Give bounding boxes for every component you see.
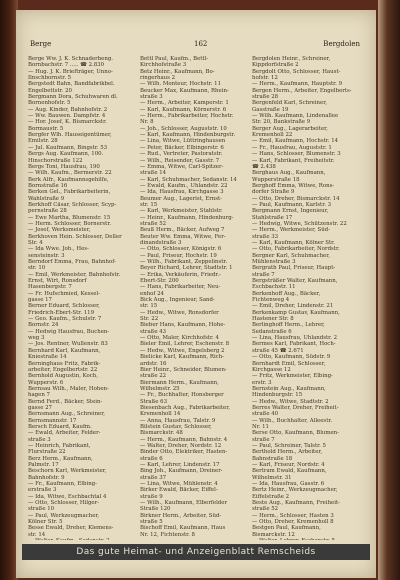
directory-entry: Berkhoff Cäsar, Schlosser, Scyp-	[28, 201, 117, 208]
directory-entry: — Anna, Hausfrau, Talstr. 9	[140, 417, 216, 424]
directory-entry: Bismarckstr. 48	[140, 430, 183, 437]
directory-entry: — Erika, Verkäuferin, Friedr.-	[140, 271, 221, 278]
directory-entry: — Herm., Schlosser, Hasten 3	[252, 512, 334, 519]
directory-entry: gasse 27	[28, 404, 52, 411]
directory-entry: — Geo. Kaufm., Schulstr. 7	[28, 316, 102, 323]
header-right: Bergdolen	[323, 40, 360, 48]
directory-entry: Bettl Paul, Kaufm., Bettl-	[140, 56, 209, 62]
directory-entry: Bergdolt Otto, Schlosser, Haust-	[252, 68, 341, 75]
directory-entry: straße 10	[28, 506, 55, 513]
directory-entry: — Jos. Rentner, Wullenstr. 83	[28, 341, 108, 348]
directory-entry: Engelbettstr. 20	[28, 87, 72, 94]
directory-entry: — Fr. Hufschmied, Kessel-	[28, 290, 100, 297]
directory-entry: — Ida, Hausfrau, Kirchgasse 3	[140, 189, 224, 196]
directory-entry: Friedrich-Ebert-Str. 119	[28, 309, 94, 316]
directory-entry: str. 10	[28, 265, 46, 272]
directory-entry: erstraße 3	[28, 487, 57, 494]
directory-entry: — Herm., Werkmeister, Süd-	[252, 227, 330, 234]
directory-entry: — Herm., Kaufmann, Bahnstr. 4	[140, 436, 228, 443]
directory-entry: str. 14	[28, 531, 46, 538]
directory-entry: Bergmann Ernst, Ingenieur,	[252, 208, 329, 215]
directory-entry: — Emil, Dreher, Lindenstr. 21	[252, 303, 334, 310]
directory-entry: Kirchgasse 12	[252, 366, 291, 373]
directory-entry: Kniestraße 14	[28, 354, 67, 361]
directory-entry: Beste Aug., Kaufmann, Freiheit-	[252, 500, 340, 507]
directory-entry: — Herm. Schlosser, Bornerstr.	[28, 220, 112, 227]
directory-entry: — Peter, Bäcker, Elbingerstr. 6	[140, 144, 224, 151]
directory-entry: straße 6	[140, 455, 163, 462]
directory-entry: — Ida Wwe. Joh., Hes-	[28, 246, 89, 253]
directory-entry: — Ewald, Kaufm., Uhlandstr. 22	[140, 182, 228, 189]
directory-entry: — Hans, Fabrikarbeiter, Neu-	[140, 284, 221, 291]
directory-entry: — Hedwig Hausfrau, Buchen-	[28, 328, 110, 335]
directory-entry: — Ida, Hausfrau, Gasstr. 6	[252, 481, 325, 488]
directory-entry: Binder Otto, Elektriker, Hasten-	[140, 449, 228, 456]
directory-entry: dinandstraße 3	[140, 239, 182, 246]
directory-entry: — Hug. J. K. Briefträger, Unno-	[28, 68, 113, 75]
directory-entry: straße 52	[252, 506, 279, 513]
directory-entry: — Fr., Hausfrau, Auguststr. 1	[252, 144, 332, 151]
directory-entry: — Fr., Kaufmann, Elbing-	[28, 481, 97, 488]
directory-entry: ardstr. 16	[140, 360, 167, 367]
directory-entry: Berthold Herm., Arbeiter,	[252, 449, 323, 456]
column-3	[252, 56, 366, 540]
directory-entry: Berner Eduard, Schlosser,	[28, 303, 100, 310]
directory-entry: Str. 20, Bankstraße 9	[252, 119, 311, 126]
directory-entry: — Otto, Schlosser, Hilger-	[28, 500, 100, 507]
directory-entry: — Karl, Friseur, Nordstr. 4	[252, 462, 325, 468]
directory-entry: Nr. 11	[252, 423, 269, 430]
directory-entry: Bergstedt Bahn, Bandfabrikbel.	[28, 81, 115, 88]
directory-entry: — Walter, Dreher, Nordstr. 12	[140, 442, 222, 449]
directory-entry: — Herm., Kaufmann, Hauptstr. 9	[252, 81, 343, 88]
directory-entry: Biermann Herm., Kaufmann,	[140, 379, 219, 386]
directory-entry: enhof 24	[140, 290, 164, 297]
directory-entry: Kippdorfstraße 2	[252, 62, 299, 69]
directory-entry: Nr. 8	[140, 119, 154, 126]
directory-entry: straße 3	[28, 436, 51, 443]
directory-entry: Wupperstr. 6	[28, 379, 64, 386]
directory-entry: Bergmann Dora, Schuhwaren dl.	[28, 94, 118, 101]
directory-entry: Bertram Ewald, Kaufmann,	[252, 468, 327, 475]
directory-entry: Berken Gel., Fabrikarbeiterin,	[28, 189, 111, 196]
directory-entry: Bergs Aug. Kaufmann, 100.	[28, 151, 104, 158]
directory-entry: — Jul. Kaufmann, Bingstr. 53	[28, 144, 108, 151]
advertisement-banner: Das gute Heimat- und Anzeigenblatt Remscheids	[22, 544, 370, 560]
directory-entry: — Otto, Schlosser, Königstr. 6	[140, 246, 222, 253]
directory-entry: — Ewald, Arbeiter, Felder-	[28, 430, 101, 437]
directory-entry: arbeiter, Engelbertstr. 22	[28, 366, 98, 373]
directory-entry: Birkner Herm., Arbeiter, Süd-	[140, 512, 222, 519]
directory-entry: Bernstein Aug., Kaufmann,	[252, 385, 326, 392]
directory-entry: — Otto, Dreher, Bismarckstr. 14	[252, 195, 340, 202]
directory-entry: — Paul, Friseur, Hochstr. 19	[140, 252, 217, 259]
directory-entry: — Otto, Fabrikarbeiter, Nordstr.	[252, 246, 340, 253]
directory-entry: Bergenfeld Karl, Schreiner,	[252, 100, 327, 107]
directory-entry: — Aug. Kinder, Bahnhofstr. 2	[28, 106, 108, 113]
directory-entry: weg 3	[28, 335, 45, 342]
directory-entry: — Hedw., Witwe, Ronsdorfer	[140, 309, 219, 316]
directory-entry: — Otto, Maler, Kirchhofstr. 4	[140, 335, 219, 342]
directory-entry: Wilhelmstr. 25	[140, 385, 180, 392]
directory-entry: Beucker Max, Kaufmann, Rhein-	[140, 87, 229, 94]
directory-entry: Beumer Aug., Lagerist, Ernst-	[140, 195, 223, 202]
directory-entry: — Otto, Dreher, Kremenholl 8	[252, 519, 334, 526]
directory-entry: Bestgen Paul, Kaufmann,	[252, 525, 321, 532]
directory-entry: Bermes Karl, Fabrikant, Hoch-	[252, 341, 336, 348]
directory-entry: — Emil, Kaufmann, Hochstr. 14	[252, 138, 339, 145]
directory-entry: Bernsmannstr. 17	[28, 417, 77, 424]
directory-entry: Kremenholl 22	[252, 132, 293, 139]
directory-entry: Fichtenweg 4	[252, 297, 290, 304]
directory-entry: pernstraße 28	[28, 208, 67, 215]
directory-entry: Bornstraße 16	[28, 182, 68, 189]
directory-entry: Mühlenstraße 3	[252, 259, 296, 265]
directory-entry: Beschorn Karl, Werkmeister,	[28, 468, 107, 475]
directory-entry: — Rud., Vertreter, Pastoratstr.	[140, 151, 223, 158]
directory-entry: Palmstr. 17	[28, 462, 59, 468]
directory-entry: Bergdolen Heinr., Schreiner,	[252, 56, 331, 62]
directory-entry: straße 40	[252, 411, 279, 418]
directory-entry: — Wilh., Fabrikant, Zeppelinstr.	[140, 259, 228, 265]
directory-entry: Hindenburgstr. 15	[252, 392, 303, 399]
directory-entry: Bersch Eduard, Kaufm.	[28, 423, 92, 430]
directory-entry: — Karl, Kaufmann, Körnerstr. 6	[140, 106, 227, 113]
directory-entry: straße 5	[140, 519, 163, 526]
directory-entry: Berghaus Aug., Kaufmann,	[252, 170, 326, 177]
directory-entry: Kölner Str. 5	[28, 519, 63, 526]
directory-entry	[28, 538, 136, 540]
directory-entry: Bier Heinr., Schneider, Blumen-	[140, 366, 227, 373]
directory-entry: — Herm., Arbeiter, Kamperstr. 1	[140, 100, 229, 107]
directory-entry: Wupperstraße 18	[252, 176, 300, 183]
directory-entry: Beuter Ww. Emma, Witwe, Fer-	[140, 233, 226, 240]
directory-entry: Bahnhofstr. 9	[28, 474, 65, 481]
directory-entry: — Herm., Fabrikarbeiter, Hochstr.	[140, 113, 234, 120]
directory-entry: ☎ 2.438	[252, 163, 276, 170]
directory-entry: straße 43	[140, 328, 167, 335]
directory-entry: — Emil, Werkmeister, Bahnhofstr.	[28, 271, 121, 278]
directory-entry: — Paul, Kaufmann, Karlstr. 3	[252, 201, 332, 208]
directory-entry: str. 15	[140, 303, 158, 310]
directory-entry: — Wilh., Kaufmann, Elberfelder	[140, 500, 228, 507]
directory-entry: Bick Aug., Ingenieur, Sand-	[140, 297, 215, 304]
directory-entry: Bertz Heinr., Werkzeugmacher,	[252, 487, 338, 494]
page-number: 162	[194, 40, 208, 48]
directory-entry: erstr. 3	[252, 379, 272, 386]
directory-entry: Berge Ww. J. K. Schnaderbeng.	[28, 56, 114, 62]
directory-entry: Bischoff Emil, Kaufmann, Haus	[140, 525, 226, 532]
page-header	[24, 40, 368, 54]
directory-entry: Bernsmann Aug., Schreiner,	[28, 411, 105, 418]
directory-entry: Kremenholl 14	[140, 411, 181, 418]
header-left: Berge	[30, 40, 52, 48]
directory-entry: straße 52	[140, 220, 167, 227]
directory-entry: Berres Walter, Dreher, Freiheit-	[252, 404, 339, 411]
directory-entry: straße 3	[140, 94, 163, 101]
directory-entry: Str. 22	[140, 316, 159, 323]
directory-entry: straße 7	[252, 436, 275, 443]
directory-entry: straße 45 ☎ 2.671	[252, 347, 304, 354]
directory-entry: — Paul, Schreiner, Talstr. 5	[252, 442, 326, 449]
directory-entry: — Hedw., Witwe, Stadtstr. 2	[252, 398, 329, 405]
directory-entry: — Lina, Witwe, Mühlenstr. 4	[140, 481, 218, 488]
directory-entry: Straße 63	[140, 398, 168, 405]
directory-entry: Emilstr. 28	[28, 138, 58, 145]
directory-entry: Bieber Hans, Kaufmann, Hohe-	[140, 322, 226, 329]
directory-page	[16, 10, 376, 578]
directory-entry: Ernst, Wirt, Ronsdorf	[28, 278, 87, 285]
directory-entry: Betz Heinr., Kaufmann, Bo-	[140, 68, 215, 75]
directory-entry: dorfer Straße 9	[252, 189, 295, 196]
directory-entry: straße 14	[140, 170, 167, 177]
directory-entry: Bergner Karl, Schuhmacher,	[252, 252, 330, 259]
directory-entry: Bergs Toni, Hausfrau, 190	[28, 163, 100, 170]
directory-entry: Nr. 12, Fichtenstr. 8	[140, 531, 195, 538]
directory-entry: — Karl, Kaufmann, Hindenburgstr.	[140, 132, 236, 139]
directory-entry: — Joh., Schlosser, Auguststr. 10	[140, 125, 227, 132]
directory-entry: — Hedwig, Witwe, Schützenstr. 22	[252, 220, 347, 227]
directory-entry: — Wilh., Reisender, Gasstr. 7	[140, 157, 220, 164]
directory-entry: straße 7	[252, 271, 275, 278]
directory-entry: Wilhelmstr. 31	[252, 474, 292, 481]
directory-entry: — Karl, Kaufmann, Kölner Str.	[252, 239, 335, 246]
directory-entry: — Fr., Buchhalter, Honsberger	[140, 392, 224, 399]
directory-entry: — Hor. Josef, K. Bismarckstr.	[28, 119, 107, 126]
page-edge	[378, 0, 400, 580]
directory-entry: Bahnstraße 18	[252, 455, 293, 462]
directory-entry: Bergrath Paul, Friseur, Haupt-	[252, 265, 336, 272]
directory-entry: Beuß Herm., Bäcker, Aufweg 7	[140, 227, 225, 234]
directory-entry: — Fritz, Werkmeister, Elbing-	[252, 373, 333, 380]
directory-entry: Bieler Emil, Lehrer, Eschenstr. 8	[140, 341, 230, 348]
directory-entry: Ilnschbornstr. 5	[28, 75, 72, 82]
directory-entry: Bornenhofstr. 5	[28, 100, 71, 107]
directory-entry: Berkhoven Hein. Schlosser, Deller	[28, 233, 122, 240]
directory-entry: Str. 4	[28, 239, 43, 246]
directory-entry: gasse 17	[28, 297, 52, 304]
directory-entry: Berz Herm., Kaufmann,	[28, 455, 93, 462]
directory-entry: Bergen Herm., Arbeiter, Engelberts-	[252, 87, 352, 94]
directory-entry: Birker Ewald, Bäcker, Eiffel-	[140, 487, 218, 494]
directory-entry: — Hans, Schlosser, Blumenstr. 3	[252, 151, 341, 158]
directory-entry: hofstr. 12	[252, 75, 278, 82]
directory-entry: Biesenbach Aug., Fabrikarbeiter,	[140, 404, 230, 411]
directory-entry: — Otto, Kaufmann, Südstr. 9	[252, 354, 331, 361]
directory-entry: Bornbachstr. 7 ..... ☎ 2.830	[28, 62, 105, 69]
directory-entry: — Hedw., Witwe, Engelsberg 2	[140, 347, 225, 354]
column-2	[140, 56, 248, 540]
directory-entry: Sedanstraße 6	[252, 328, 292, 335]
directory-entry: Flurstraße 22	[28, 449, 66, 456]
directory-entry: Stahlstraße 17	[252, 214, 293, 221]
directory-entry: Hinschorstraße 122	[28, 157, 83, 164]
directory-entry: — Wilh., Buchhalter, Alleestr.	[252, 417, 333, 424]
directory-entry: — Heinrich, Fabrikant,	[28, 442, 91, 449]
directory-entry: Bernhold Augustin, Koch,	[28, 373, 98, 380]
directory-entry: Berlinghoff Herm., Lehrer,	[252, 322, 325, 329]
directory-entry: — Emma, Witwe, Carl-Spitzer-	[140, 163, 224, 170]
directory-entry: — Lina, Witwe, Lüttringhausen	[140, 138, 226, 145]
directory-entry	[252, 538, 366, 540]
directory-entry: Hasenbergstr. 7	[28, 284, 72, 291]
directory-entry: Berk Alfr., Kaufmannsgehilfe,	[28, 176, 109, 183]
directory-entry: Berger Aug., Lagerarbeiter,	[252, 125, 328, 132]
directory-entry: straße 22	[140, 373, 167, 380]
directory-entry: — Heinr., Kaufmann, Hindenburg-	[140, 214, 234, 221]
directory-entry: Eiffelstraße 2	[252, 493, 290, 500]
directory-entry: — Karl, Fabrikant, Freiheitstr.	[252, 157, 335, 164]
directory-entry: — Lina, Hausfrau, Uhlandstr. 2	[252, 335, 338, 342]
directory-entry: Kirchhofstraße 3	[140, 62, 187, 69]
directory-entry: straße 37	[140, 474, 167, 481]
directory-entry: Eschbachstr. 11	[252, 284, 296, 291]
directory-entry: Berghoff Emma, Witwe, Rons-	[252, 182, 335, 189]
directory-entry: Bornstr. 24	[28, 322, 59, 329]
directory-entry: Bismarckstr. 12	[252, 531, 295, 538]
directory-entry: Bergsträßer Walter, Kaufmann,	[252, 278, 338, 285]
directory-entry: — Karl, Schuhmacher, Sedanstr. 14	[140, 176, 237, 183]
directory-entry: — Ida, Witwe, Eschbachtal 4	[28, 493, 107, 500]
directory-entry: Berninghaus Fritz, Fabrik-	[28, 360, 101, 367]
directory-entry: Gasstraße 19	[252, 106, 289, 113]
directory-entry: hagen 7	[28, 392, 50, 399]
directory-entry: Bielicke Karl, Kaufmann, Rich-	[140, 354, 224, 361]
directory-entry: Hastener Str. 8	[252, 316, 294, 323]
directory-entry: Bing Joh., Kaufmann, Dreiner-	[140, 468, 223, 475]
directory-entry: — Karl, Werkmeister, Stahlstr.	[140, 208, 223, 215]
directory-entry: Straße 120	[140, 506, 171, 513]
directory-entry: Berkenhoff Aug., Bäcker,	[252, 290, 321, 297]
directory-entry: — Karl, Lehrer, Lindenstr. 17	[140, 462, 220, 468]
directory-entry: Bernsau Wilh., Maler, Hohen-	[28, 385, 109, 392]
directory-entry: — Wilh. Kaufmann, Lindenallee	[252, 113, 339, 120]
directory-entry: Bergfer Wlh. Hauseigentümer,	[28, 132, 112, 139]
directory-entry: Berndorf Emma, Frau, Bahnhof-	[28, 259, 116, 265]
directory-entry: — Ww. Bauwen. Dampfstr. 4	[28, 113, 106, 120]
directory-entry: ringerhaus 2	[140, 75, 176, 82]
directory-entry: sensteinstr. 3	[28, 252, 65, 259]
directory-entry: Ebert-Str. 200	[140, 278, 179, 285]
column-1	[28, 56, 136, 540]
directory-entry: Besse Ewald, Dreher, Klemens-	[28, 525, 114, 532]
directory-entry: Bilstein Gustav, Schlosser,	[140, 423, 212, 430]
directory-entry: Beyer Richard, Lehrer, Stadtstr. 1	[140, 265, 233, 272]
directory-entry: — Paul, Werkzeugmacher,	[28, 512, 100, 519]
directory-entry: — Wilh. Monteur, Hochstr. 11	[140, 81, 222, 88]
directory-entry: Bernd Ferd., Bäcker, Stein-	[28, 398, 103, 405]
directory-entry: Bormaustr. 5	[28, 125, 64, 132]
directory-entry: str. 15	[140, 201, 158, 208]
directory-entry: straße 33	[252, 233, 279, 240]
directory-entry: Bernhardt Emil, Schlosser,	[252, 360, 326, 367]
directory-entry: — Wilh. Kaufm., Bermerstr. 22	[28, 170, 112, 177]
directory-entry: straße 9	[140, 493, 163, 500]
directory-entry: Wahlstraße 9	[28, 195, 65, 202]
directory-entry: — Josef, Werksmeister,	[28, 227, 91, 234]
directory-entry: Bernhard Karl, Kaufmann,	[28, 347, 101, 354]
directory-entry: straße 28	[252, 94, 279, 101]
directory-entry: Berse Otto, Kaufmann, Blumen-	[252, 430, 339, 437]
directory-entry: — Ewe Martha, Blumenstr. 15	[28, 214, 111, 221]
directory-entry: Berkenkamp Gustav, Kaufmann,	[252, 309, 340, 316]
